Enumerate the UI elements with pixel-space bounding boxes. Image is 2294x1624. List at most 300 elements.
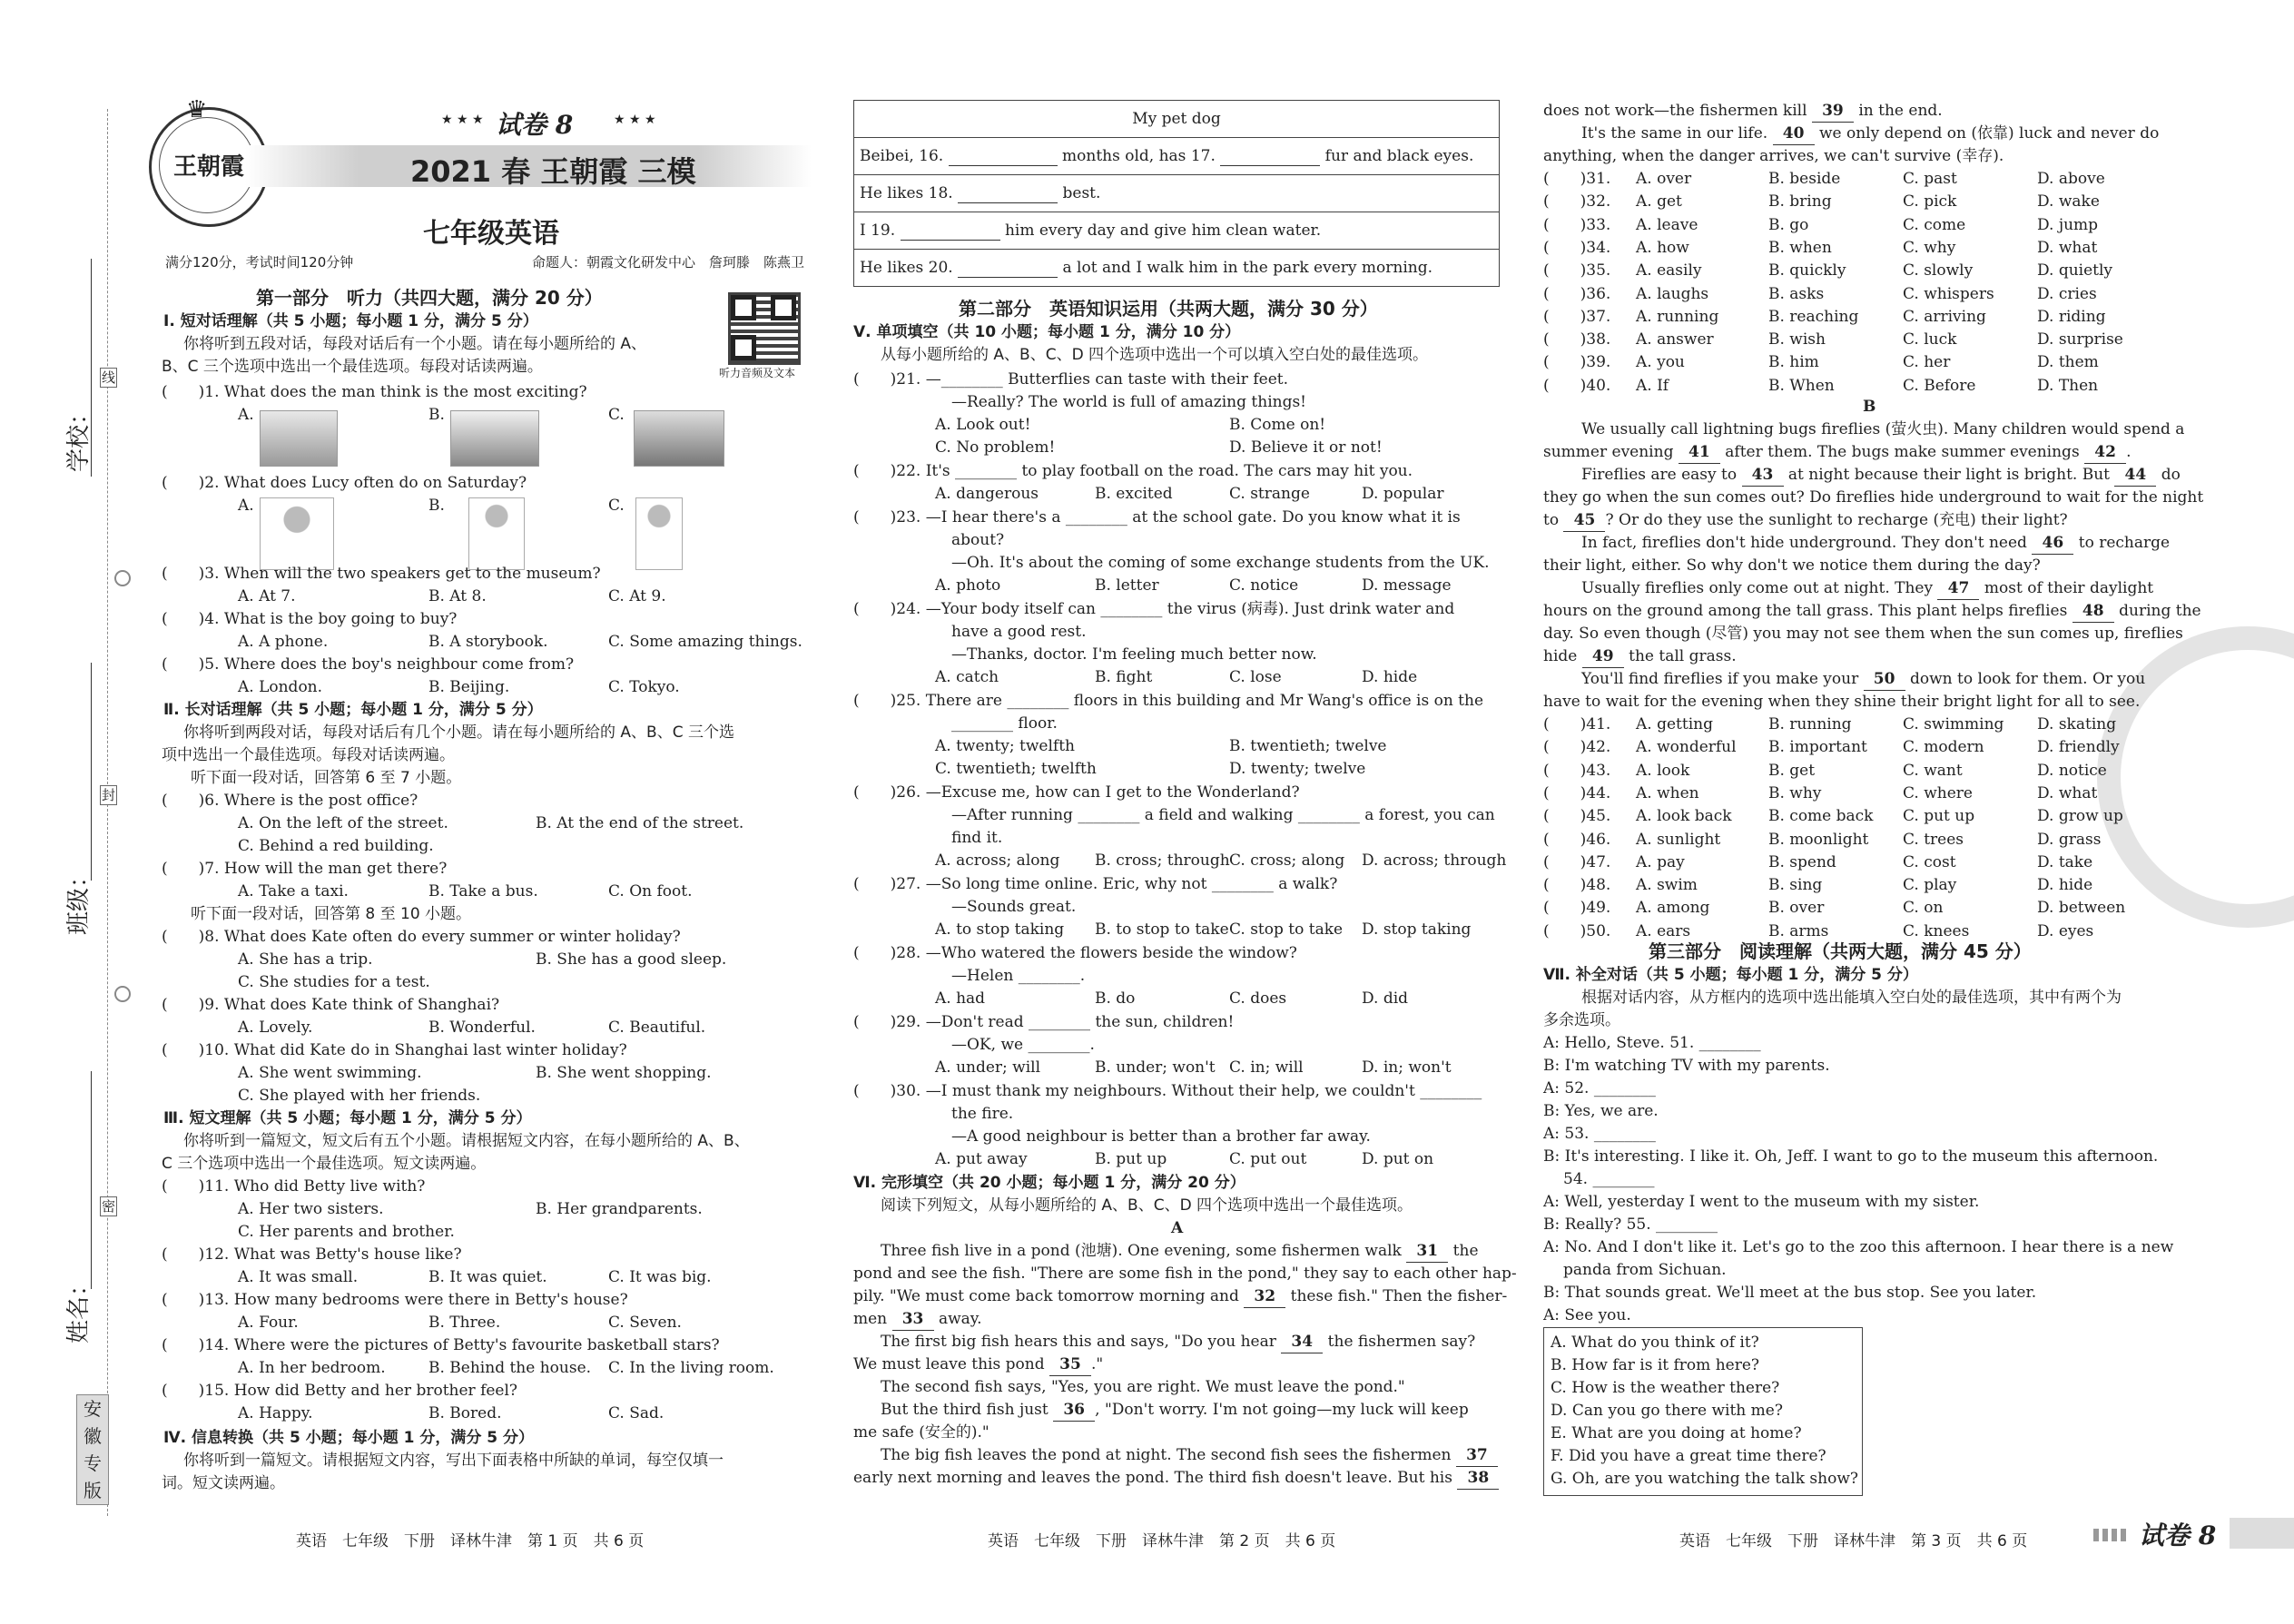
cloze-question-number[interactable]: ( )31. (1543, 170, 1611, 188)
passage-line (1543, 509, 2068, 532)
option[interactable]: C. come (1903, 215, 1966, 234)
cloze-blank[interactable]: 47 (1937, 577, 1979, 600)
option[interactable]: B. spend (1768, 852, 1836, 871)
option[interactable]: C. arriving (1903, 307, 1986, 326)
cloze-blank[interactable]: 50 (1864, 668, 1905, 691)
option[interactable]: B. sing (1768, 876, 1823, 895)
cloze-blank[interactable]: 37 (1456, 1444, 1498, 1467)
option[interactable]: B. Wonderful. (428, 1019, 536, 1037)
option[interactable]: D. between (2037, 899, 2126, 918)
option[interactable]: A. Lovely. (238, 1019, 313, 1037)
option[interactable]: A. among (1636, 899, 1710, 918)
option[interactable]: A. had (935, 989, 986, 1008)
option[interactable]: A. look back (1636, 807, 1732, 826)
option[interactable]: D. take (2037, 852, 2093, 871)
option[interactable]: C. in; will (1229, 1058, 1304, 1077)
passage-text: to recharge (2078, 534, 2171, 552)
option[interactable]: B. him (1768, 353, 1819, 372)
passage-line (853, 1308, 982, 1331)
option[interactable]: B. quickly (1768, 261, 1846, 281)
choice-option[interactable]: E. What are you doing at home? (1551, 1424, 1802, 1442)
option[interactable]: A. London. (238, 678, 323, 696)
option[interactable]: D. did (1362, 989, 1409, 1008)
question-27[interactable]: ( )27. —So long time online. Eric, why not ________ a walk? (853, 875, 1338, 893)
cloze-blank[interactable]: 42 (2084, 441, 2126, 464)
corner-decor (2093, 1529, 2126, 1541)
option[interactable]: D. above (2037, 170, 2105, 188)
option[interactable]: C. At 9. (608, 587, 666, 605)
option[interactable]: D. wake (2037, 192, 2100, 212)
option[interactable]: C. modern (1903, 738, 1984, 757)
option[interactable]: D. riding (2037, 307, 2106, 326)
passage-text: in the end. (1858, 102, 1943, 120)
option[interactable]: B. It was quiet. (428, 1268, 547, 1286)
dialog-line: A: Well, yesterday I went to the museum with my sister. (1543, 1193, 1980, 1211)
option[interactable]: C. where (1903, 783, 1973, 802)
option[interactable]: A. ears (1636, 921, 1691, 940)
option[interactable]: D. cries (2037, 284, 2097, 303)
option[interactable]: A. At 7. (238, 587, 296, 605)
cloze-question-number[interactable]: ( )46. (1543, 830, 1611, 849)
option[interactable]: C. On foot. (608, 882, 693, 901)
option[interactable]: B. fight (1095, 668, 1153, 686)
page-column-1 (0, 0, 817, 1624)
option[interactable]: C. Before (1903, 376, 1976, 395)
cloze-blank[interactable]: 40 (1773, 123, 1815, 145)
option[interactable]: B. She has a good sleep. (536, 950, 727, 969)
question-21[interactable]: ( )21. —________ Butterflies can taste with their feet. (853, 370, 1288, 389)
cloze-blank[interactable]: 31 (1406, 1240, 1448, 1263)
corner-badge: 试卷 8 (2139, 1521, 2217, 1550)
question-15[interactable]: ( )15. How did Betty and her brother feel? (162, 1382, 518, 1400)
option[interactable]: D. hide (2037, 876, 2093, 895)
option[interactable]: A. Look out! (935, 416, 1031, 434)
table-row[interactable] (854, 138, 1500, 175)
question-8[interactable]: ( )8. What does Kate often do every summer or winter holiday? (162, 928, 681, 946)
option[interactable]: D. across; through (1362, 851, 1507, 870)
option[interactable]: B. Her grandparents. (536, 1200, 703, 1218)
question-30[interactable]: ( )30. —I must thank my neighbours. Without their help, we couldn't ________ (853, 1082, 1482, 1100)
option[interactable]: B. Take a bus. (428, 882, 538, 901)
table-row[interactable] (854, 250, 1500, 287)
option[interactable]: A. A phone. (238, 633, 329, 651)
passage-line: anything, when the danger arrives, we can't survive (幸存). (1543, 147, 2004, 165)
question-14[interactable]: ( )14. Where were the pictures of Betty's favourite basketball stars? (162, 1336, 720, 1354)
option[interactable]: A. Her two sisters. (238, 1200, 384, 1218)
option[interactable]: C. her (1903, 353, 1951, 372)
dialog-line: A: No. And I don't like it. Let's go to the zoo this afternoon. I hear there is a new (1543, 1238, 2174, 1256)
option[interactable]: A. across; along (935, 851, 1060, 870)
option[interactable]: C. Beautiful. (608, 1019, 706, 1037)
passage-line: pond and see the fish. "There are some fish in the pond," they say to each other hap- (853, 1265, 1517, 1283)
question-4[interactable]: ( )4. What is the boy going to buy? (162, 610, 458, 628)
option[interactable]: A. running (1636, 307, 1719, 326)
cloze-question-number[interactable]: ( )36. (1543, 284, 1611, 303)
option[interactable]: B. Bored. (428, 1404, 502, 1422)
option[interactable]: C. Some amazing things. (608, 633, 802, 651)
cloze-blank[interactable]: 43 (1742, 464, 1784, 487)
option[interactable]: B. why (1768, 783, 1822, 802)
section2-dialog2-intro: 听下面一段对话，回答第 8 至 10 小题。 (191, 905, 472, 923)
option[interactable]: A. to stop taking (935, 920, 1065, 939)
cloze-blank[interactable]: 33 (892, 1308, 934, 1331)
cloze-blank[interactable]: 32 (1244, 1285, 1285, 1308)
table-text: him every day and give him clean water. (999, 221, 1322, 240)
option[interactable]: A. put away (935, 1150, 1028, 1168)
option[interactable]: C. put up (1903, 807, 1975, 826)
option[interactable]: D. in; won't (1362, 1058, 1452, 1077)
option[interactable]: A. On the left of the street. (238, 814, 448, 832)
passage-text: The big fish leaves the pond at night. The second fish sees the fishermen (881, 1446, 1452, 1464)
passage-line (1581, 123, 2159, 145)
choice-option[interactable]: C. How is the weather there? (1551, 1379, 1780, 1397)
option[interactable]: C. whispers (1903, 284, 1994, 303)
passage-line (1581, 668, 2145, 691)
table-row[interactable] (854, 175, 1500, 212)
seal-mark-line: 线 (102, 369, 116, 386)
option[interactable]: B. over (1768, 899, 1825, 918)
option[interactable]: B. go (1768, 215, 1809, 234)
option[interactable]: C. cost (1903, 852, 1956, 871)
question-25-cont: ________ floor. (951, 714, 1058, 733)
answer-blank-20[interactable] (958, 259, 1058, 278)
passage-b-label: B (1863, 398, 1876, 416)
passage-text: after them. The bugs make summer evenings (1725, 443, 2080, 461)
province-char: 安 (84, 1398, 102, 1420)
cloze-question-number[interactable]: ( )45. (1543, 807, 1611, 826)
passage-text: But the third fish just (881, 1401, 1049, 1419)
paper-badge: 试卷 8 (496, 110, 574, 140)
option[interactable]: B. A storybook. (428, 633, 548, 651)
option[interactable]: B. Behind the house. (428, 1359, 592, 1377)
option[interactable]: B. At the end of the street. (536, 814, 744, 832)
q2-image-a[interactable] (260, 497, 334, 570)
cloze-blank[interactable]: 46 (2032, 532, 2073, 555)
cloze-question-number[interactable]: ( )50. (1543, 921, 1611, 940)
question-5[interactable]: ( )5. Where does the boy's neighbour come from? (162, 655, 575, 674)
option[interactable]: D. Then (2037, 376, 2099, 395)
option[interactable]: A. answer (1636, 330, 1714, 349)
question-6[interactable]: ( )6. Where is the post office? (162, 792, 418, 810)
cloze-blank[interactable]: 45 (1563, 509, 1605, 532)
option[interactable]: B. to stop to take (1095, 920, 1229, 939)
section3-desc: 你将听到一篇短文，短文后有五个小题。请根据短文内容，在每小题所给的 A、B、 (183, 1132, 750, 1150)
passage-text: In fact, fireflies don't hide underground. They don't need (1581, 534, 2027, 552)
question-1[interactable]: ( )1. What does the man think is the most exciting? (162, 383, 587, 401)
option[interactable]: B. bring (1768, 192, 1832, 212)
option[interactable]: A. Take a taxi. (238, 882, 349, 901)
option[interactable]: D. twenty; twelve (1229, 760, 1366, 778)
choice-option[interactable]: G. Oh, are you watching the talk show? (1551, 1470, 1858, 1488)
q1-image-a[interactable] (260, 410, 338, 467)
option[interactable]: B. excited (1095, 485, 1173, 503)
option[interactable]: B. asks (1768, 284, 1825, 303)
option[interactable]: C. Her parents and brother. (238, 1223, 455, 1241)
option[interactable]: A. sunlight (1636, 830, 1721, 849)
option[interactable]: C. pick (1903, 192, 1957, 212)
choice-option[interactable]: F. Did you have a great time there? (1551, 1447, 1826, 1465)
option[interactable]: C. She studies for a test. (238, 973, 430, 991)
option[interactable]: A. you (1636, 353, 1685, 372)
passage-line (881, 1331, 1475, 1353)
option[interactable]: A. Happy. (238, 1404, 313, 1422)
q1-image-b[interactable] (450, 410, 539, 467)
option[interactable]: A. twenty; twelfth (935, 737, 1075, 755)
question-24[interactable]: ( )24. —Your body itself can ________ the virus (病毒). Just drink water and (853, 600, 1455, 618)
option[interactable]: C. luck (1903, 330, 1957, 349)
option[interactable]: D. message (1362, 576, 1452, 595)
question-9[interactable]: ( )9. What does Kate think of Shanghai? (162, 996, 500, 1014)
passage-text: men (853, 1310, 888, 1328)
choice-option[interactable]: A. What do you think of it? (1551, 1334, 1759, 1352)
option[interactable]: D. them (2037, 353, 2099, 372)
option[interactable]: B. under; won't (1095, 1058, 1216, 1077)
option[interactable]: B. cross; through (1095, 851, 1230, 870)
option[interactable]: C. twentieth; twelfth (935, 760, 1097, 778)
section6-title: Ⅵ. 完形填空（共 20 小题；每小题 1 分，满分 20 分） (853, 1174, 1245, 1192)
option[interactable]: A. swim (1636, 876, 1698, 895)
option[interactable]: C. Behind a red building. (238, 837, 434, 855)
cloze-question-number[interactable]: ( )32. (1543, 192, 1611, 212)
option[interactable]: A. She has a trip. (238, 950, 373, 969)
option[interactable]: C. put out (1229, 1150, 1307, 1168)
option[interactable]: A. photo (935, 576, 1001, 595)
option[interactable]: C. why (1903, 238, 1956, 257)
option[interactable]: C. lose (1229, 668, 1282, 686)
option[interactable]: B. important (1768, 738, 1867, 757)
option[interactable]: A. dangerous (935, 485, 1039, 503)
question-7[interactable]: ( )7. How will the man get there? (162, 860, 448, 878)
cloze-blank[interactable]: 35 (1049, 1353, 1091, 1376)
option[interactable]: B. moonlight (1768, 830, 1869, 849)
cloze-blank[interactable]: 38 (1457, 1467, 1499, 1490)
option[interactable]: D. grass (2037, 830, 2102, 849)
cloze-question-number[interactable]: ( )34. (1543, 238, 1611, 257)
question-3[interactable]: ( )3. When will the two speakers get to the museum? (162, 565, 601, 583)
question-23[interactable]: ( )23. —I hear there's a ________ at the school gate. Do you know what it is (853, 508, 1461, 527)
passage-text: ." (1090, 1355, 1104, 1373)
cloze-question-number[interactable]: ( )37. (1543, 307, 1611, 326)
option[interactable]: D. popular (1362, 485, 1444, 503)
option[interactable]: A. catch (935, 668, 999, 686)
option[interactable]: B. put up (1095, 1150, 1167, 1168)
option[interactable]: C. She played with her friends. (238, 1087, 481, 1105)
cloze-blank[interactable]: 36 (1053, 1399, 1095, 1422)
option[interactable]: B. do (1095, 989, 1136, 1008)
option[interactable]: B. Three. (428, 1314, 501, 1332)
option[interactable]: D. quietly (2037, 261, 2113, 281)
section7-desc: 多余选项。 (1543, 1011, 1620, 1029)
cloze-blank[interactable]: 39 (1812, 100, 1854, 123)
option[interactable]: B. reaching (1768, 307, 1859, 326)
option[interactable]: C. past (1903, 170, 1957, 188)
table-text: a lot and I walk him in the park every morning. (1058, 258, 1433, 277)
option[interactable]: A. wonderful (1636, 738, 1737, 757)
option[interactable]: D. hide (1362, 668, 1418, 686)
option[interactable]: C. notice (1229, 576, 1299, 595)
question-25[interactable]: ( )25. There are ________ floors in this building and Mr Wang's office is on the (853, 692, 1484, 710)
cloze-question-number[interactable]: ( )40. (1543, 376, 1611, 395)
question-10[interactable]: ( )10. What did Kate do in Shanghai last winter holiday? (162, 1041, 627, 1059)
option[interactable]: B. wish (1768, 330, 1826, 349)
cloze-question-number[interactable]: ( )49. (1543, 899, 1611, 918)
cloze-question-number[interactable]: ( )41. (1543, 715, 1611, 733)
passage-line (1543, 600, 2201, 623)
cloze-blank[interactable]: 48 (2072, 600, 2114, 623)
option[interactable]: B. when (1768, 238, 1832, 257)
option[interactable]: C. Sad. (608, 1404, 665, 1422)
option[interactable]: B. At 8. (428, 587, 487, 605)
choice-option[interactable]: B. How far is it from here? (1551, 1356, 1759, 1374)
option[interactable]: B. come back (1768, 807, 1874, 826)
option[interactable]: D. stop taking (1362, 920, 1472, 939)
cloze-blank[interactable]: 44 (2114, 464, 2156, 487)
passage-text: down to look for them. Or you (1910, 670, 2146, 688)
passage-line (1581, 464, 2181, 487)
option[interactable]: C. stop to take (1229, 920, 1344, 939)
option[interactable]: C. want (1903, 761, 1963, 780)
option[interactable]: B. Come on! (1229, 416, 1326, 434)
dialog-line: B: It's interesting. I like it. Oh, Jeff. I want to go to the museum this afternoon. (1543, 1147, 2159, 1166)
option[interactable]: A. pay (1636, 852, 1685, 871)
option[interactable]: C. Seven. (608, 1314, 682, 1332)
option[interactable]: C. In the living room. (608, 1359, 774, 1377)
option[interactable]: A. laughs (1636, 284, 1709, 303)
q2-image-c[interactable] (635, 497, 683, 570)
option[interactable]: D. put on (1362, 1150, 1434, 1168)
passage-text: away. (938, 1310, 982, 1328)
q2-label-a: A. (238, 497, 254, 515)
option[interactable]: C. play (1903, 876, 1957, 895)
option[interactable]: C. knees (1903, 921, 1970, 940)
cloze-question-number[interactable]: ( )47. (1543, 852, 1611, 871)
option[interactable]: C. slowly (1903, 261, 1974, 281)
option[interactable]: D. what (2037, 783, 2098, 802)
option[interactable]: C. swimming (1903, 715, 2004, 733)
question-11[interactable]: ( )11. Who did Betty live with? (162, 1177, 426, 1196)
option[interactable]: A. how (1636, 238, 1689, 257)
footer-page-1: 英语 七年级 下册 译林牛津 第 1 页 共 6 页 (296, 1532, 645, 1550)
section2-dialog1-intro: 听下面一段对话，回答第 6 至 7 小题。 (191, 769, 462, 787)
cloze-blank[interactable]: 34 (1281, 1331, 1323, 1353)
cloze-question-number[interactable]: ( )43. (1543, 761, 1611, 780)
option[interactable]: A. easily (1636, 261, 1702, 281)
answer-blank-16[interactable] (949, 147, 1058, 166)
option[interactable]: D. jump (2037, 215, 2099, 234)
question-2[interactable]: ( )2. What does Lucy often do on Saturday? (162, 474, 527, 492)
cloze-question-number[interactable]: ( )42. (1543, 738, 1611, 757)
option[interactable]: C. strange (1229, 485, 1310, 503)
passage-text: do (2161, 466, 2181, 484)
section1-desc: 你将听到五段对话，每段对话后有一个小题。请在每小题所给的 A、 (183, 335, 647, 353)
option[interactable]: D. grow up (2037, 807, 2123, 826)
passage-line: they go when the sun comes out? Do fireflies hide underground to wait for the night (1543, 488, 2204, 507)
question-22[interactable]: ( )22. It's ________ to play football on the road. The cars may hit you. (853, 462, 1413, 480)
passage-text: the tall grass. (1629, 647, 1737, 665)
question-26[interactable]: ( )26. —Excuse me, how can I get to the Wonderland? (853, 783, 1300, 802)
option[interactable]: A. getting (1636, 715, 1713, 733)
table-text: Beibei, 16. (860, 146, 949, 165)
cloze-blank[interactable]: 49 (1582, 645, 1624, 668)
table-row[interactable] (854, 212, 1500, 250)
option[interactable]: D. skating (2037, 715, 2117, 733)
option[interactable]: A. It was small. (238, 1268, 359, 1286)
option[interactable]: A. leave (1636, 215, 1698, 234)
cloze-question-number[interactable]: ( )35. (1543, 261, 1611, 281)
option[interactable]: A. If (1636, 376, 1669, 395)
option[interactable]: C. Tokyo. (608, 678, 680, 696)
option[interactable]: C. does (1229, 989, 1287, 1008)
cloze-blank[interactable]: 41 (1679, 441, 1720, 464)
answer-blank-17[interactable] (1220, 147, 1320, 166)
q1-image-c[interactable] (634, 410, 724, 467)
option[interactable]: C. No problem! (935, 438, 1056, 457)
option[interactable]: B. twentieth; twelve (1229, 737, 1387, 755)
cloze-question-number[interactable]: ( )33. (1543, 215, 1611, 234)
option[interactable]: D. friendly (2037, 738, 2120, 757)
choice-option[interactable]: D. Can you go there with me? (1551, 1402, 1783, 1420)
passage-text: summer evening (1543, 443, 1674, 461)
question-12[interactable]: ( )12. What was Betty's house like? (162, 1245, 462, 1264)
passage-text: We must leave this pond (853, 1355, 1045, 1373)
table-text: fur and black eyes. (1320, 146, 1474, 165)
option[interactable]: B. running (1768, 715, 1852, 733)
option[interactable]: C. cross; along (1229, 851, 1345, 870)
option[interactable]: C. It was big. (608, 1268, 712, 1286)
section1-desc: B、C 三个选项中选出一个最佳选项。每段对话读两遍。 (162, 358, 543, 376)
question-29[interactable]: ( )29. —Don't read ________ the sun, children! (853, 1013, 1235, 1031)
exam-meta-left: 满分120分，考试时间120分钟 (165, 254, 354, 271)
option[interactable]: B. She went shopping. (536, 1064, 712, 1082)
option[interactable]: C. on (1903, 899, 1944, 918)
q2-image-b[interactable] (468, 497, 525, 570)
option[interactable]: D. surprise (2037, 330, 2123, 349)
question-28[interactable]: ( )28. —Who watered the flowers beside the window? (853, 944, 1297, 962)
option[interactable]: D. notice (2037, 761, 2107, 780)
option[interactable]: A. get (1636, 192, 1682, 212)
option[interactable]: B. beside (1768, 170, 1841, 188)
option[interactable]: B. When (1768, 376, 1835, 395)
part1-heading: 第一部分 听力（共四大题，满分 20 分） (256, 287, 603, 309)
passage-line: their light, either. So why don't we notice them during the day? (1543, 556, 2041, 575)
dialog-line: A: 53. ________ (1543, 1125, 1656, 1143)
option[interactable]: A. She went swimming. (238, 1064, 422, 1082)
option[interactable]: A. In her bedroom. (238, 1359, 386, 1377)
option[interactable]: D. what (2037, 238, 2098, 257)
option[interactable]: B. Beijing. (428, 678, 510, 696)
option[interactable]: A. look (1636, 761, 1690, 780)
option[interactable]: D. Believe it or not! (1229, 438, 1383, 457)
option[interactable]: A. over (1636, 170, 1692, 188)
option[interactable]: B. arms (1768, 921, 1829, 940)
cloze-question-number[interactable]: ( )48. (1543, 876, 1611, 895)
option[interactable]: A. Four. (238, 1314, 299, 1332)
passage-line (853, 1467, 1499, 1490)
cloze-question-number[interactable]: ( )39. (1543, 353, 1611, 372)
answer-blank-18[interactable] (958, 184, 1058, 203)
option[interactable]: B. get (1768, 761, 1816, 780)
cloze-question-number[interactable]: ( )44. (1543, 783, 1611, 802)
cloze-question-number[interactable]: ( )38. (1543, 330, 1611, 349)
option[interactable]: B. letter (1095, 576, 1159, 595)
option[interactable]: C. trees (1903, 830, 1964, 849)
question-13[interactable]: ( )13. How many bedrooms were there in Betty's house? (162, 1291, 628, 1309)
option[interactable]: A. when (1636, 783, 1699, 802)
option[interactable]: A. under; will (935, 1058, 1041, 1077)
option[interactable]: D. eyes (2037, 921, 2094, 940)
answer-blank-19[interactable] (901, 221, 1000, 241)
province-char: 徽 (84, 1425, 102, 1447)
